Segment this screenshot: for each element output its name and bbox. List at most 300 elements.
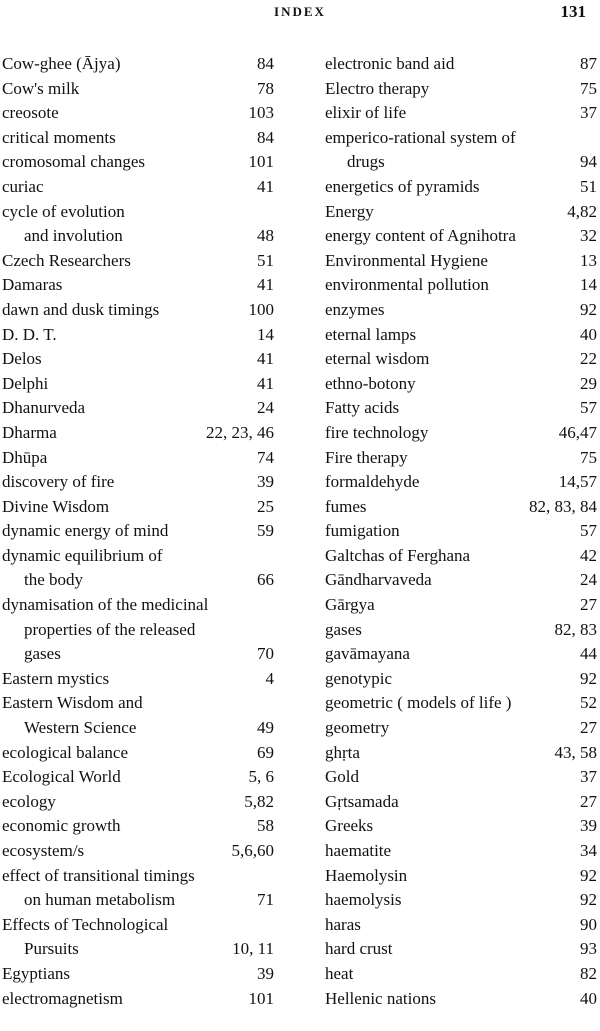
index-entry (325, 962, 597, 987)
index-entry-line (325, 298, 597, 323)
index-term: Effects of Technological (2, 914, 169, 934)
index-column-right (325, 52, 597, 1011)
index-entry-line (325, 495, 597, 520)
index-term: heat (325, 963, 354, 983)
index-term-continuation: drugs (347, 152, 385, 172)
index-term: ghṛta (325, 742, 360, 762)
index-entry (2, 667, 274, 692)
index-term: discovery of fire (2, 472, 115, 492)
index-pages: 40 (580, 988, 597, 1008)
index-entry (325, 987, 597, 1012)
index-pages: 27 (580, 595, 597, 615)
index-entry-line (2, 52, 274, 77)
index-term: dynamisation of the medicinal (2, 595, 209, 615)
index-pages: 41 (257, 275, 274, 295)
index-entry (325, 323, 597, 348)
index-entry-line (2, 519, 274, 544)
index-entry-line (325, 864, 597, 889)
index-entry (2, 790, 274, 815)
index-term: electromagnetism (2, 988, 123, 1008)
index-pages: 70 (257, 644, 274, 664)
index-pages: 52 (580, 693, 597, 713)
index-term-continuation: Western Science (24, 718, 137, 738)
index-entry-line (2, 372, 274, 397)
index-pages: 71 (257, 890, 274, 910)
index-entry-line (325, 937, 597, 962)
index-entry-line (325, 347, 597, 372)
index-pages: 94 (580, 152, 597, 172)
index-term: Electro therapy (325, 78, 430, 98)
index-pages: 27 (580, 718, 597, 738)
index-entry (325, 593, 597, 618)
index-pages: 22 (580, 349, 597, 369)
index-entry-continuation (2, 618, 274, 643)
index-pages: 39 (580, 816, 597, 836)
index-entry-line (325, 691, 597, 716)
index-entry-line (2, 765, 274, 790)
index-term: Ecological World (2, 767, 121, 787)
index-entry-line (2, 200, 274, 225)
index-term: Eastern mystics (2, 668, 110, 688)
index-term: ethno-botony (325, 373, 416, 393)
index-term: Gārgya (325, 595, 375, 615)
index-entry (325, 765, 597, 790)
index-term: economic growth (2, 816, 121, 836)
index-term: dynamic equilibrium of (2, 545, 163, 565)
index-pages: 41 (257, 176, 274, 196)
index-pages: 58 (257, 816, 274, 836)
index-entry (325, 372, 597, 397)
index-term: Dharma (2, 422, 57, 442)
index-entry (325, 224, 597, 249)
index-entry-line (325, 77, 597, 102)
index-term: Cow's milk (2, 78, 80, 98)
index-term: critical moments (2, 127, 116, 147)
index-entry (2, 273, 274, 298)
index-pages: 69 (257, 742, 274, 762)
index-entry-line (325, 667, 597, 692)
index-pages: 57 (580, 398, 597, 418)
index-pages: 27 (580, 791, 597, 811)
index-pages: 37 (580, 767, 597, 787)
index-entry-line (325, 470, 597, 495)
index-entry-line (2, 323, 274, 348)
index-entry (325, 667, 597, 692)
index-term: emperico-rational system of (325, 127, 516, 147)
index-entry-line (325, 544, 597, 569)
index-term: eternal wisdom (325, 349, 430, 369)
index-term: curiac (2, 176, 44, 196)
index-term: enzymes (325, 299, 385, 319)
index-entry (2, 150, 274, 175)
index-entry (325, 470, 597, 495)
index-entry-continuation (2, 888, 274, 913)
index-pages: 57 (580, 521, 597, 541)
index-entry-line (325, 323, 597, 348)
index-entry-line (325, 913, 597, 938)
index-term-continuation: and involution (24, 226, 123, 246)
index-entry-line (325, 839, 597, 864)
index-pages: 51 (257, 250, 274, 270)
index-term: Divine Wisdom (2, 496, 110, 516)
index-term: Haemolysin (325, 865, 408, 885)
index-entry (325, 888, 597, 913)
index-entry-line (325, 593, 597, 618)
index-pages: 5, 6 (248, 767, 274, 787)
index-term-continuation: properties of the released (24, 619, 196, 639)
index-entry (325, 126, 597, 175)
index-term: geometric ( models of life ) (325, 693, 512, 713)
index-pages: 25 (257, 496, 274, 516)
index-entry-line (325, 421, 597, 446)
index-entry-line (2, 347, 274, 372)
index-entry (2, 814, 274, 839)
index-entry (2, 446, 274, 471)
index-entry-line (325, 200, 597, 225)
index-entry (2, 593, 274, 667)
index-entry-line (2, 249, 274, 274)
index-term: formaldehyde (325, 472, 420, 492)
index-entry-continuation (325, 150, 597, 175)
index-entry (2, 519, 274, 544)
index-pages: 84 (257, 54, 274, 73)
index-entry-line (325, 396, 597, 421)
index-entry-line (2, 77, 274, 102)
index-pages: 29 (580, 373, 597, 393)
index-pages: 66 (257, 570, 274, 590)
index-pages: 48 (257, 226, 274, 246)
index-entry-continuation (2, 224, 274, 249)
index-term: Delphi (2, 373, 49, 393)
index-pages: 101 (248, 988, 274, 1008)
index-entry (2, 175, 274, 200)
index-entry-line (325, 126, 597, 151)
index-term: elixir of life (325, 103, 407, 123)
index-pages: 32 (580, 226, 597, 246)
index-pages: 5,82 (244, 791, 274, 811)
index-pages: 22, 23, 46 (206, 422, 274, 442)
index-entry-line (2, 593, 274, 618)
index-pages: 82, 83, 84 (529, 496, 597, 516)
index-entry-line (325, 790, 597, 815)
index-pages: 4 (265, 668, 274, 688)
index-entry (2, 52, 274, 77)
page-number: 131 (560, 2, 586, 21)
index-entry-line (325, 716, 597, 741)
index-entry (325, 446, 597, 471)
index-entry (325, 52, 597, 77)
index-entry-line (2, 667, 274, 692)
index-entry-line (325, 888, 597, 913)
index-pages: 51 (580, 176, 597, 196)
index-pages: 78 (257, 78, 274, 98)
index-entry-line (2, 839, 274, 864)
index-entry-continuation (2, 642, 274, 667)
index-pages: 74 (257, 447, 274, 467)
index-entry (2, 495, 274, 520)
index-pages: 14,57 (558, 472, 597, 492)
index-entry-line (2, 175, 274, 200)
index-pages: 93 (580, 939, 597, 959)
index-entry (2, 347, 274, 372)
index-entry (325, 298, 597, 323)
index-term: cromosomal changes (2, 152, 146, 172)
index-entry (325, 200, 597, 225)
index-entry (2, 913, 274, 962)
index-term: energetics of pyramids (325, 176, 480, 196)
index-entry-line (2, 544, 274, 569)
index-term: Fire therapy (325, 447, 408, 467)
index-entry (325, 568, 597, 593)
index-term: ecology (2, 791, 56, 811)
index-term: Delos (2, 349, 42, 369)
index-column-left (2, 52, 274, 1011)
index-entry-line (2, 741, 274, 766)
page-header (0, 0, 600, 30)
index-term: creosote (2, 103, 59, 123)
index-entry (325, 101, 597, 126)
index-term: haemolysis (325, 890, 402, 910)
index-term: Dhūpa (2, 447, 48, 467)
index-entry (325, 273, 597, 298)
index-term: fumes (325, 496, 367, 516)
index-pages: 92 (580, 668, 597, 688)
index-entry (325, 864, 597, 889)
index-entry (2, 962, 274, 987)
index-entry (325, 396, 597, 421)
index-entry-line (325, 273, 597, 298)
index-entry (2, 741, 274, 766)
index-entry (325, 495, 597, 520)
index-entry (2, 544, 274, 593)
index-entry-line (2, 273, 274, 298)
index-pages: 41 (257, 349, 274, 369)
index-entry (325, 937, 597, 962)
index-pages: 49 (257, 718, 274, 738)
index-pages: 37 (580, 103, 597, 123)
index-entry (2, 987, 274, 1012)
index-entry (2, 77, 274, 102)
index-entry-line (325, 52, 597, 77)
index-entry-line (325, 249, 597, 274)
index-entry-line (2, 495, 274, 520)
index-entry-line (2, 987, 274, 1012)
index-pages: 34 (580, 841, 597, 860)
index-pages: 82 (580, 963, 597, 983)
index-pages: 82, 83 (554, 619, 597, 639)
index-entry-line (325, 962, 597, 987)
index-entry-line (2, 814, 274, 839)
index-entry-line (2, 396, 274, 421)
index-entry (325, 544, 597, 569)
index-term: Environmental Hygiene (325, 250, 488, 270)
index-entry-line (2, 150, 274, 175)
index-pages: 14 (257, 324, 274, 344)
index-entry (325, 77, 597, 102)
index-term: Dhanurveda (2, 398, 86, 418)
index-term: haras (325, 914, 361, 934)
index-term: Cow-ghee (Ājya) (2, 54, 121, 73)
index-entry-line (2, 691, 274, 716)
index-pages: 103 (248, 103, 274, 123)
index-pages: 5,6,60 (231, 841, 274, 860)
index-pages: 92 (580, 865, 597, 885)
index-pages: 44 (580, 644, 597, 664)
index-term: cycle of evolution (2, 201, 125, 221)
index-term: Gāndharvaveda (325, 570, 432, 590)
index-term: dawn and dusk timings (2, 299, 160, 319)
index-pages: 24 (257, 398, 274, 418)
index-entry-continuation (2, 568, 274, 593)
index-entry (325, 913, 597, 938)
index-entry-line (325, 642, 597, 667)
index-term: ecosystem/s (2, 841, 85, 860)
index-pages: 4,82 (567, 201, 597, 221)
index-entry-line (325, 814, 597, 839)
index-entry (325, 347, 597, 372)
index-entry (2, 249, 274, 274)
index-term: gases (325, 619, 362, 639)
index-entry-line (325, 446, 597, 471)
index-entry (2, 200, 274, 249)
index-term-continuation: the body (24, 570, 84, 590)
index-entry-line (2, 298, 274, 323)
index-entry (325, 716, 597, 741)
index-entry (325, 175, 597, 200)
index-entry-line (325, 987, 597, 1012)
index-entry-continuation (2, 716, 274, 741)
index-pages: 14 (580, 275, 597, 295)
index-term: Czech Researchers (2, 250, 131, 270)
index-term: genotypic (325, 668, 393, 688)
index-term: Energy (325, 201, 374, 221)
index-term: dynamic energy of mind (2, 521, 169, 541)
index-entry-line (2, 126, 274, 151)
index-entry (325, 839, 597, 864)
index-pages: 75 (580, 78, 597, 98)
index-entry (2, 298, 274, 323)
index-term: Damaras (2, 275, 63, 295)
index-pages: 10, 11 (232, 939, 274, 959)
index-term: hard crust (325, 939, 393, 959)
index-term: effect of transitional timings (2, 865, 195, 885)
index-entry-line (325, 618, 597, 643)
index-term: geometry (325, 718, 390, 738)
index-term: environmental pollution (325, 275, 489, 295)
index-entry-line (2, 790, 274, 815)
index-entry-line (325, 568, 597, 593)
index-pages: 39 (257, 472, 274, 492)
index-entry (325, 741, 597, 766)
index-entry-line (325, 765, 597, 790)
index-term: haematite (325, 841, 392, 860)
index-term: Greeks (325, 816, 374, 836)
index-entry-line (325, 519, 597, 544)
index-pages: 75 (580, 447, 597, 467)
index-entry (2, 864, 274, 913)
index-pages: 43, 58 (554, 742, 597, 762)
index-term: eternal lamps (325, 324, 417, 344)
index-pages: 87 (580, 54, 597, 73)
index-term-continuation: Pursuits (24, 939, 79, 959)
index-entry-line (2, 446, 274, 471)
index-pages: 100 (248, 299, 274, 319)
running-title: INDEX (274, 4, 326, 19)
index-pages: 92 (580, 299, 597, 319)
index-entry (2, 839, 274, 864)
index-term: fire technology (325, 422, 429, 442)
index-pages: 92 (580, 890, 597, 910)
index-entry (2, 101, 274, 126)
index-pages: 40 (580, 324, 597, 344)
index-entry (325, 642, 597, 667)
index-entry (2, 396, 274, 421)
index-term: ecological balance (2, 742, 129, 762)
index-term: Hellenic nations (325, 988, 436, 1008)
index-pages: 42 (580, 545, 597, 565)
index-entry (325, 519, 597, 544)
index-pages: 84 (257, 127, 274, 147)
index-entry-line (325, 101, 597, 126)
index-entry-line (2, 913, 274, 938)
index-entry (2, 691, 274, 740)
index-entry-continuation (2, 937, 274, 962)
index-pages: 13 (580, 250, 597, 270)
index-entry-line (2, 864, 274, 889)
index-entry-line (2, 421, 274, 446)
index-pages: 39 (257, 963, 274, 983)
index-entry (325, 421, 597, 446)
index-term: Egyptians (2, 963, 70, 983)
index-entry (2, 126, 274, 151)
index-entry (2, 372, 274, 397)
index-entry (2, 421, 274, 446)
index-pages: 59 (257, 521, 274, 541)
index-term: energy content of Agnihotra (325, 226, 516, 246)
index-pages: 24 (580, 570, 597, 590)
index-term: Fatty acids (325, 398, 400, 418)
index-entry-line (325, 175, 597, 200)
index-entry-line (325, 224, 597, 249)
index-entry (2, 765, 274, 790)
index-term: Eastern Wisdom and (2, 693, 143, 713)
index-entry (325, 691, 597, 716)
index-entry-line (2, 962, 274, 987)
index-term: electronic band aid (325, 54, 455, 73)
index-pages: 101 (248, 152, 274, 172)
index-term: fumigation (325, 521, 400, 541)
index-term: Gold (325, 767, 359, 787)
index-term: Gṛtsamada (325, 791, 399, 811)
index-entry-line (2, 470, 274, 495)
index-entry (325, 814, 597, 839)
index-entry-line (2, 101, 274, 126)
index-entry-line (325, 372, 597, 397)
index-pages: 90 (580, 914, 597, 934)
index-term: Galtchas of Ferghana (325, 545, 471, 565)
index-term-continuation: on human metabolism (24, 890, 176, 910)
index-pages: 41 (257, 373, 274, 393)
index-entry (325, 790, 597, 815)
index-entry (2, 470, 274, 495)
index-entry (2, 323, 274, 348)
index-term: D. D. T. (2, 324, 57, 344)
index-entry (325, 249, 597, 274)
index-pages: 46,47 (558, 422, 597, 442)
index-entry-line (325, 741, 597, 766)
index-entry (325, 618, 597, 643)
index-term: gavāmayana (325, 644, 410, 664)
